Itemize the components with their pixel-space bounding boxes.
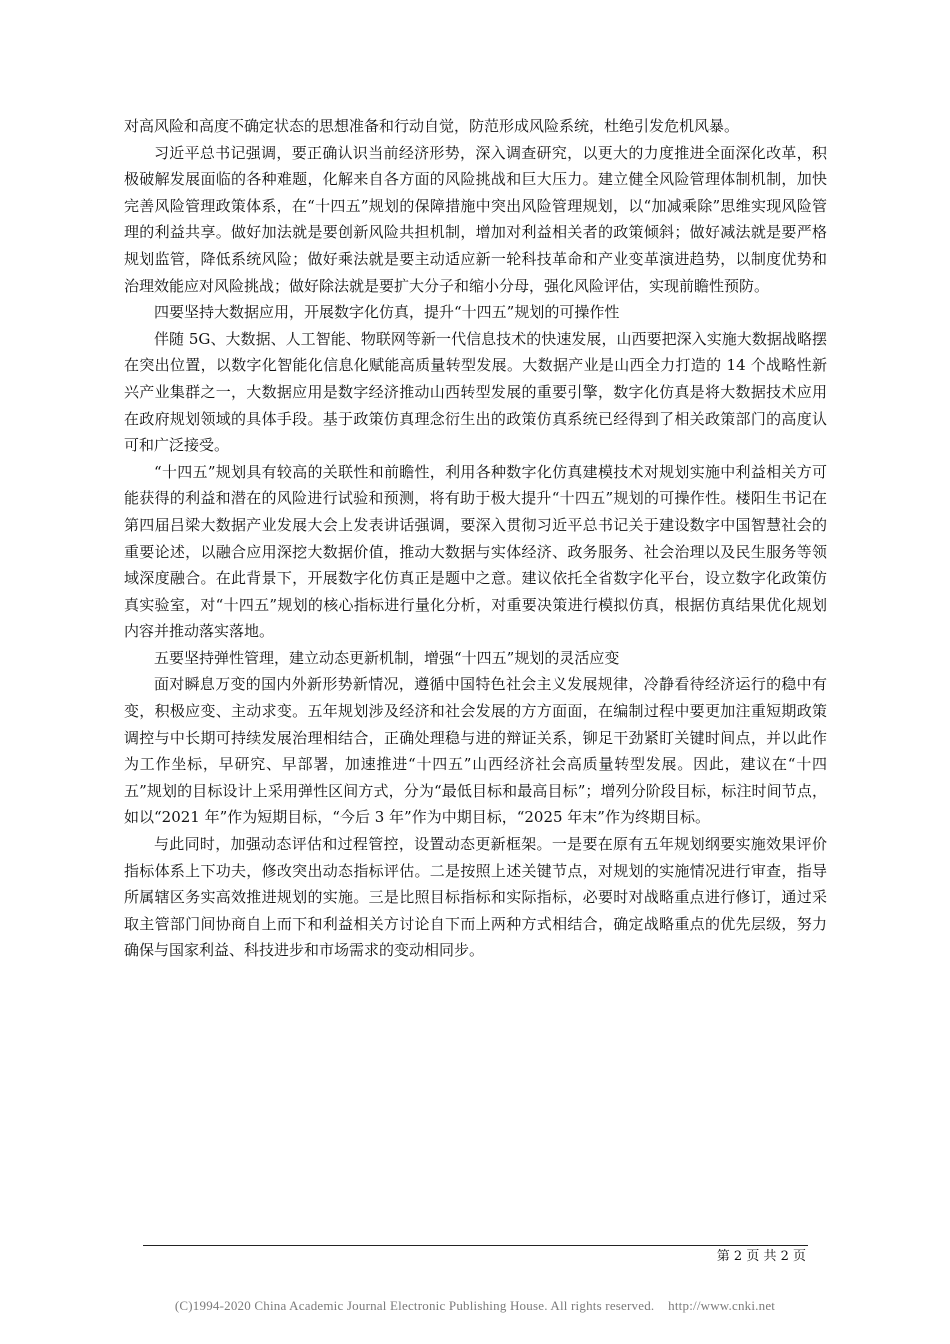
paragraph-risk-management: 习近平总书记强调，要正确认识当前经济形势，深入调查研究，以更大的力度推进全面深化改革，积极破解发展面临的各种难题，化解来自各方面的风险挑战和巨大压力。建立健全风险管理体制机制，加快完善风险管理政策体系，在“十四五”规划的保障措施中突出风险管理规划，以“加减乘除”思维实现风险管理的利益共享。做好加法就是要创新风险共担机制，增加对利益相关者的政策倾斜；做好减法就是要严格规划监管，降低系统风险；做好乘法就是要主动适应新一轮科技革命和产业变革演进趋势，以制度优势和治理效能应对风险挑战；做好除法就是要扩大分子和缩小分母，强化风险评估，实现前瞻性预防。 (124, 143, 827, 295)
paragraph-digital-simulation: “十四五”规划具有较高的关联性和前瞻性，利用各种数字化仿真建模技术对规划实施中利益相关方可能获得的利益和潜在的风险进行试验和预测，将有助于极大提升“十四五”规划的可操作性。楼阳生书记在第四届吕梁大数据产业发展大会上发表讲话强调，要深入贯彻习近平总书记关于建设数字中国智慧社会的重要论述，以融合应用深挖大数据价值，推动大数据与实体经济、政务服务、社会治理以及民生服务等领域深度融合。在此背景下，开展数字化仿真正是题中之意。建议依托全省数字化平台，设立数字化政策仿真实验室，对“十四五”规划的核心指标进行量化分析，对重要决策进行模拟仿真，根据仿真结果优化规划内容并推动落实落地。 (124, 462, 827, 641)
page-number: 第 2 页 共 2 页 (716, 1249, 806, 1264)
paragraph-big-data-strategy: 伴随 5G、大数据、人工智能、物联网等新一代信息技术的快速发展，山西要把深入实施大数据战略摆在突出位置，以数字化智能化信息化赋能高质量转型发展。大数据产业是山西全力打造的 14 个战略性新兴产业集群之一，大数据应用是数字经济推动山西转型发展的重要引擎，数字化仿真是将大数据技术应用在政府规划领域的具体手段。基于政策仿真理念衍生出的政策仿真系统已经得到了相关政策部门的高度认可和广泛接受。 (124, 329, 827, 455)
article-body (124, 113, 827, 964)
section-heading-flexible-management: 五要坚持弹性管理，建立动态更新机制，增强“十四五”规划的灵活应变 (154, 648, 620, 667)
paragraph-flexible-targets: 面对瞬息万变的国内外新形势新情况，遵循中国特色社会主义发展规律，冷静看待经济运行的稳中有变，积极应变、主动求变。五年规划涉及经济和社会发展的方方面面，在编制过程中要更加注重短期政策调控与中长期可持续发展治理相结合，正确处理稳与进的辩证关系，铆足干劲紧盯关键时间点，并以此作为工作坐标，早研究、早部署，加速推进“十四五”山西经济社会高质量转型发展。因此，建议在“十四五”规划的目标设计上采用弹性区间方式，分为“最低目标和最高目标”；增列分阶段目标，标注时间节点，如以“2021 年”作为短期目标，“今后 3 年”作为中期目标，“2025 年末”作为终期目标。 (124, 675, 827, 827)
section-heading-big-data: 四要坚持大数据应用，开展数字化仿真，提升“十四五”规划的可操作性 (154, 303, 620, 322)
footer-divider (143, 1245, 808, 1246)
paragraph-dynamic-evaluation: 与此同时，加强动态评估和过程管控，设置动态更新框架。一是要在原有五年规划纲要实施效果评价指标体系上下功夫，修改突出动态指标评估。二是按照上述关键节点，对规划的实施情况进行审查，指导所属辖区务实高效推进规划的实施。三是比照目标指标和实际指标，必要时对战略重点进行修订，通过采取主管部门间协商自上而下和利益相关方讨论自下而上两种方式相结合，确定战略重点的优先层级，努力确保与国家利益、科技进步和市场需求的变动相同步。 (124, 835, 827, 960)
paragraph-risk-conclusion: 对高风险和高度不确定状态的思想准备和行动自觉，防范形成风险系统，杜绝引发危机风暴。 (124, 117, 740, 135)
copyright-notice: (C)1994-2020 China Academic Journal Electronic Publishing House. All rights reserved. http://www.cnki.net (174, 1298, 776, 1313)
